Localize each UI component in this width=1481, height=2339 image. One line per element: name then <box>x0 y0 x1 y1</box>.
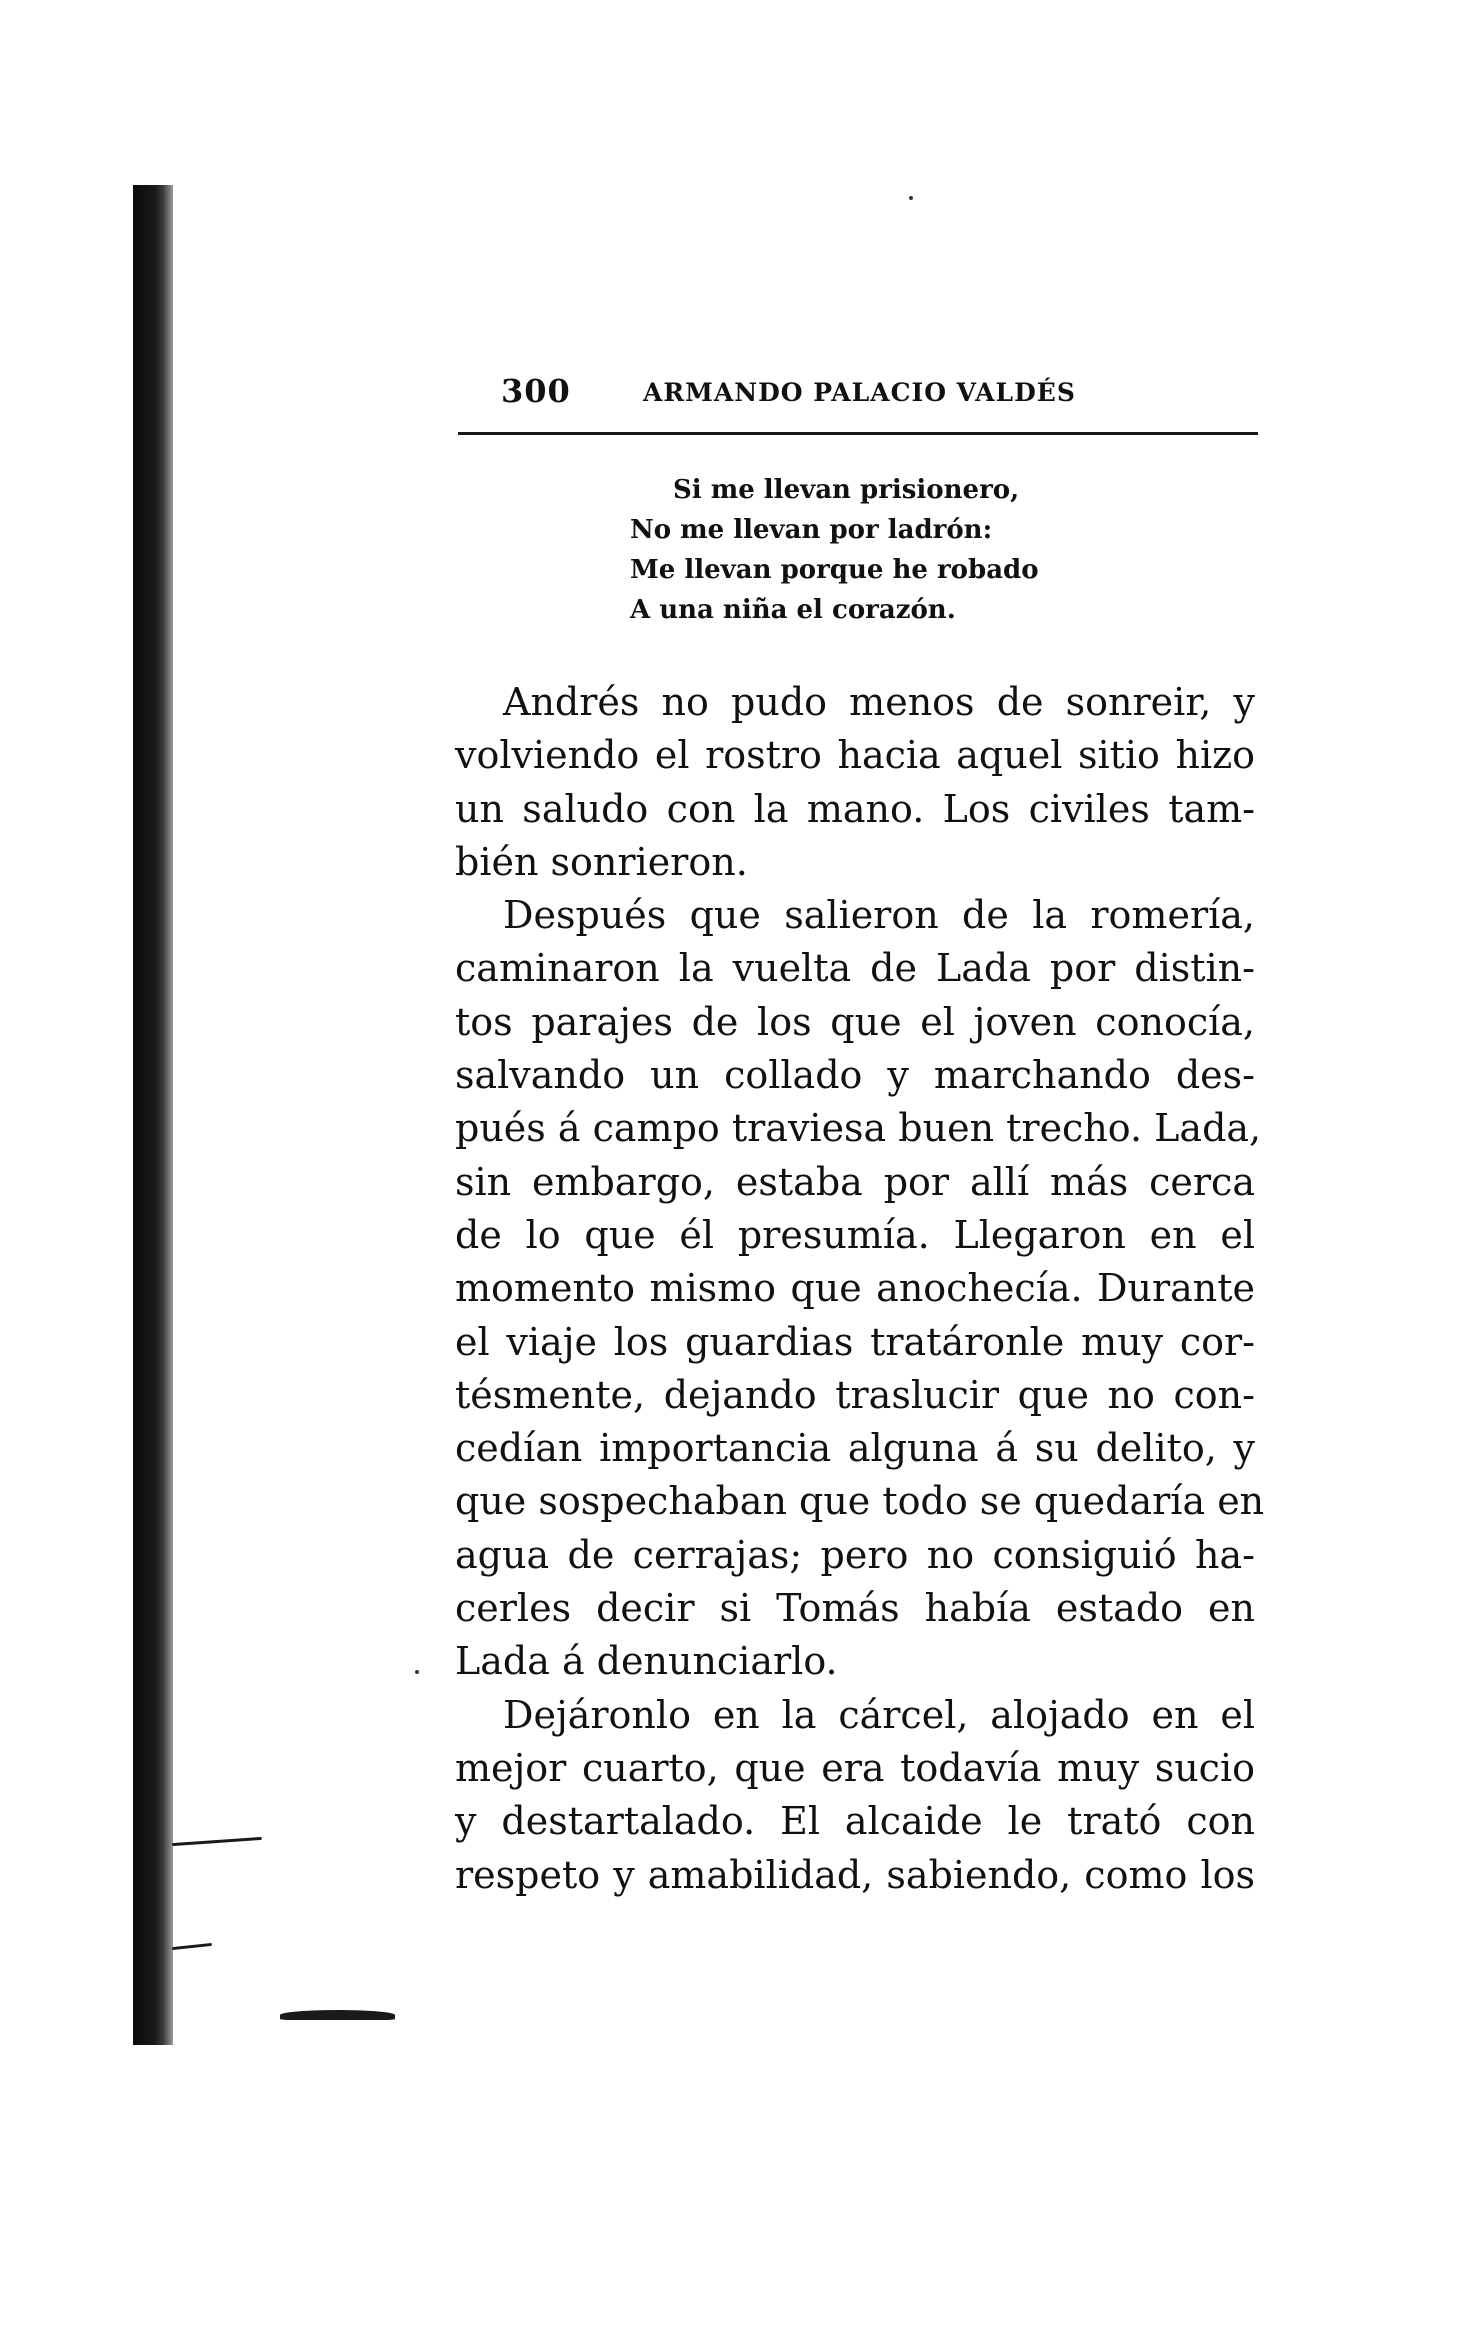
text-line: caminaron la vuelta de Lada por distin- <box>455 946 1255 991</box>
text-line: un saludo con la mano. Los civiles tam- <box>455 786 1255 831</box>
text-line: cerles decir si Tomás había estado en <box>455 1586 1255 1631</box>
verse-line: A una niña el corazón. <box>630 595 956 625</box>
text-line: el viaje los guardias tratáronle muy cor- <box>455 1319 1255 1364</box>
running-title: ARMANDO PALACIO VALDÉS <box>643 378 1076 407</box>
text-line: que sospechaban que todo se quedaría en <box>455 1479 1265 1524</box>
binding-edge <box>133 185 173 2045</box>
text-line: tos parajes de los que el joven conocía, <box>455 999 1255 1044</box>
binding-mark <box>172 1943 212 1950</box>
text-line: cedían importancia alguna á su delito, y <box>455 1426 1255 1471</box>
text-line: agua de cerrajas; pero no consiguió ha- <box>455 1532 1255 1577</box>
text-line: tésmente, dejando traslucir que no con- <box>455 1372 1255 1417</box>
ink-speck <box>909 196 913 200</box>
text-line: y destartalado. El alcaide le trató con <box>455 1799 1255 1844</box>
ink-speck <box>415 1670 419 1674</box>
verse-line: No me llevan por ladrón: <box>630 515 993 545</box>
text-line: salvando un collado y marchando des- <box>455 1053 1255 1098</box>
text-line: respeto y amabilidad, sabiendo, como los <box>455 1852 1255 1897</box>
binding-mark <box>172 1837 262 1846</box>
text-line: Lada á denunciarlo. <box>455 1639 838 1684</box>
verse-line: Me llevan porque he robado <box>630 555 1039 585</box>
text-line: mejor cuarto, que era todavía muy sucio <box>455 1745 1255 1790</box>
page-number: 300 <box>501 372 571 410</box>
text-line: pués á campo traviesa buen trecho. Lada, <box>455 1106 1262 1151</box>
text-line: de lo que él presumía. Llegaron en el <box>455 1212 1255 1257</box>
verse-line: Si me llevan prisionero, <box>673 475 1020 505</box>
text-line: Dejáronlo en la cárcel, alojado en el <box>503 1692 1255 1737</box>
text-line: sin embargo, estaba por allí más cerca <box>455 1159 1255 1204</box>
verse-stanza <box>630 470 1039 630</box>
ink-smudge <box>280 2010 395 2020</box>
text-line: momento mismo que anochecía. Durante <box>455 1266 1255 1311</box>
text-line: Después que salieron de la romería, <box>503 893 1255 938</box>
body-text <box>455 676 1265 1902</box>
text-line: Andrés no pudo menos de sonreir, y <box>503 680 1255 724</box>
text-line: volviendo el rostro hacia aquel sitio hizo <box>455 733 1255 778</box>
text-line: bién sonrieron. <box>455 839 748 884</box>
header-rule <box>458 432 1258 435</box>
running-head <box>455 372 1255 422</box>
